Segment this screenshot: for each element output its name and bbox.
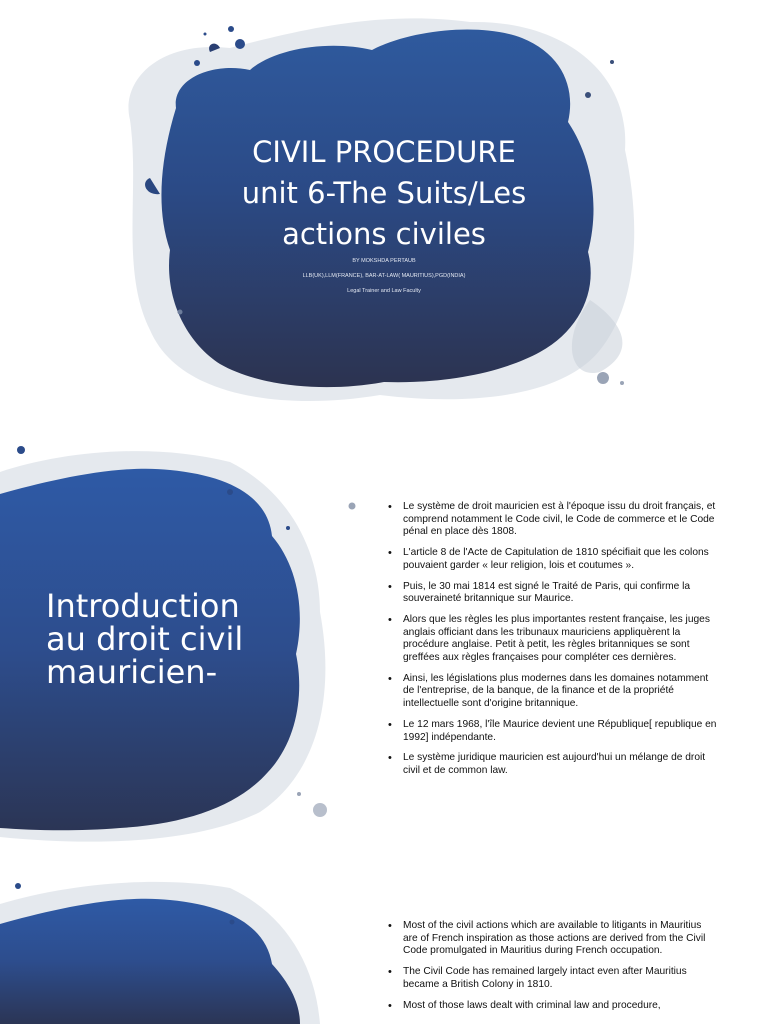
- bullet-list: [388, 920, 718, 1020]
- slide-title: [200, 132, 568, 255]
- title-line: CIVIL PROCEDURE: [252, 135, 516, 169]
- intro-slide: [0, 432, 768, 864]
- title-slide: [0, 0, 768, 432]
- bullet-item: • The Civil Code has remained largely intact even after Mauritius became a British Colony in 1810.: [388, 966, 718, 991]
- title-line: mauricien-: [46, 653, 218, 691]
- bullet-item: • L'article 8 de l'Acte de Capitulation de 1810 spécifiait que les colons pouvaient garder « leur religion, lois et coutumes ».: [388, 547, 718, 572]
- title-line: Introduction: [46, 587, 240, 625]
- bullet-item: • Le 12 mars 1968, l'île Maurice devient une République[ republique en 1992] indépendante.: [388, 719, 718, 744]
- bullet-item: • Alors que les règles les plus importantes restent française, les juges anglais officiant dans les tribunaux mauriciens appliquèrent la procédure anglaise. Petit à petit, les règles britanniques se sont greffées aux règles françaises pour compléter ces dernières.: [388, 614, 718, 665]
- civil-actions-slide: [0, 864, 768, 1024]
- bullet-item: • Le système de droit mauricien est à l'époque issu du droit français, et comprend notamment le Code civil, le Code de commerce et le Code pénal en place dès 1808.: [388, 501, 718, 539]
- title-line: unit 6-The Suits/Les: [241, 176, 527, 210]
- author-line: BY MOKSHDA PERTAUB: [352, 258, 416, 264]
- title-line: actions civiles: [282, 217, 486, 251]
- bullet-item: • Most of the civil actions which are available to litigants in Mauritius are of French inspiration as those actions are derived from the Civil Code promulgated in Mauritius during French occupation.: [388, 920, 718, 958]
- title-line: au droit civil: [46, 620, 244, 658]
- bullet-list: [388, 501, 718, 786]
- slide-title: [46, 587, 326, 691]
- bullet-item: • Most of those laws dealt with criminal law and procedure,: [388, 1000, 718, 1013]
- bullet-item: • Puis, le 30 mai 1814 est signé le Traité de Paris, qui confirme la souveraineté britannique sur Maurice.: [388, 581, 718, 606]
- credentials-line: LLB(UK),LLM(FRANCE), BAR-AT-LAW( MAURITIUS),PGD(INDIA): [302, 273, 466, 279]
- bullet-item: • Ainsi, les législations plus modernes dans les domaines notamment de l'entreprise, de la banque, de la finance et de la propriété intellectuelle sont d'origine britannique.: [388, 673, 718, 711]
- bullet-item: • Le système juridique mauricien est aujourd'hui un mélange de droit civil et de common law.: [388, 752, 718, 777]
- subtitle-block: [240, 258, 528, 303]
- role-line: Legal Trainer and Law Faculty: [347, 288, 421, 294]
